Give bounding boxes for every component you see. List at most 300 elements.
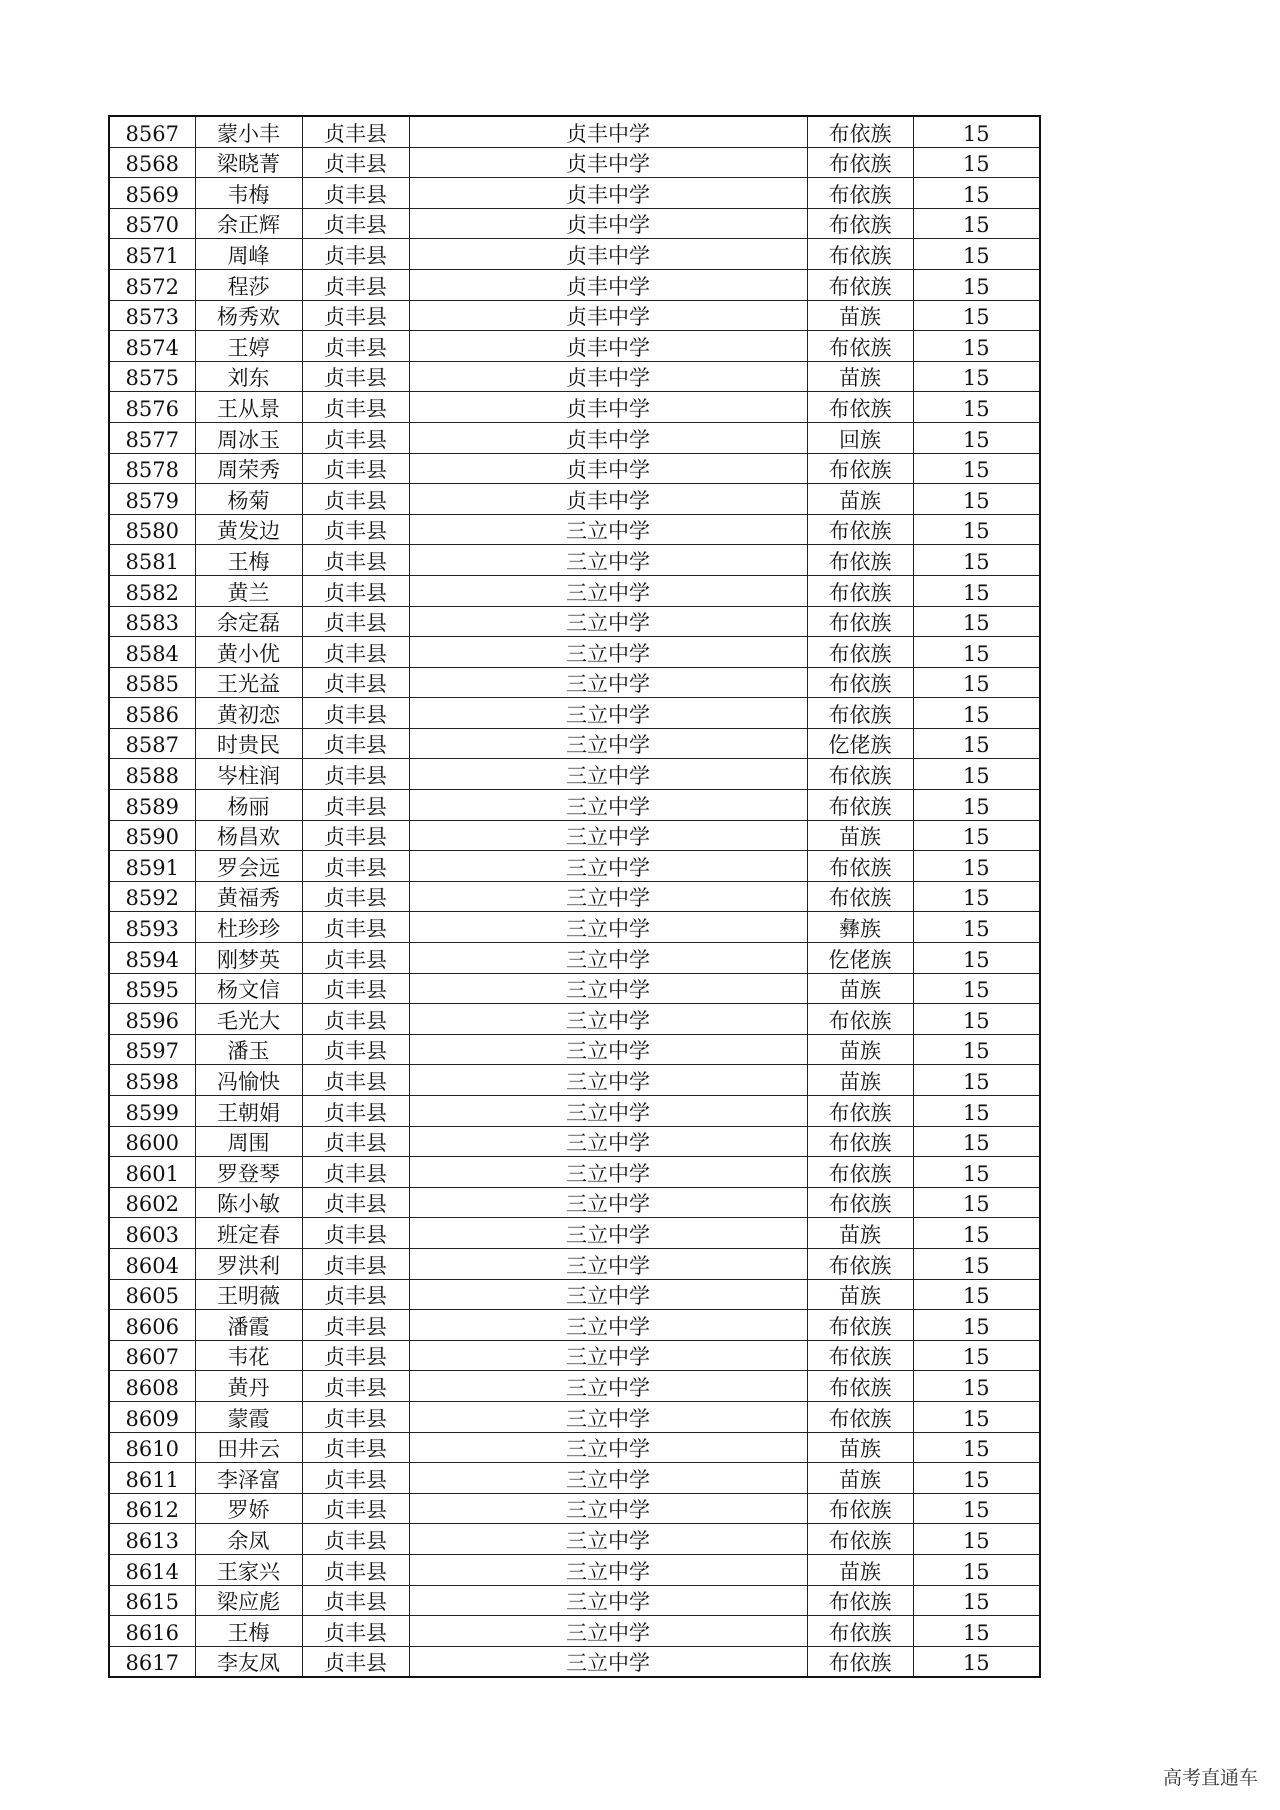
name-cell: 王婷 bbox=[195, 331, 302, 362]
table-row bbox=[109, 147, 1040, 178]
table-row bbox=[109, 1034, 1040, 1065]
county-cell: 贞丰县 bbox=[302, 1646, 409, 1677]
county-cell: 贞丰县 bbox=[302, 1493, 409, 1524]
number-cell: 8595 bbox=[109, 973, 195, 1004]
county-cell: 贞丰县 bbox=[302, 208, 409, 239]
number-cell: 8617 bbox=[109, 1646, 195, 1677]
ethnicity-cell: 布依族 bbox=[807, 178, 913, 209]
table-row bbox=[109, 1187, 1040, 1218]
score-cell: 15 bbox=[913, 1065, 1040, 1096]
school-cell: 三立中学 bbox=[409, 1401, 807, 1432]
score-cell: 15 bbox=[913, 1187, 1040, 1218]
county-cell: 贞丰县 bbox=[302, 1524, 409, 1555]
name-cell: 罗登琴 bbox=[195, 1157, 302, 1188]
score-cell: 15 bbox=[913, 1218, 1040, 1249]
table-row bbox=[109, 269, 1040, 300]
score-cell: 15 bbox=[913, 973, 1040, 1004]
roster-table bbox=[108, 115, 1041, 1678]
county-cell: 贞丰县 bbox=[302, 912, 409, 943]
ethnicity-cell: 苗族 bbox=[807, 1065, 913, 1096]
number-cell: 8614 bbox=[109, 1554, 195, 1585]
number-cell: 8575 bbox=[109, 361, 195, 392]
ethnicity-cell: 布依族 bbox=[807, 239, 913, 270]
table-row bbox=[109, 575, 1040, 606]
name-cell: 杨昌欢 bbox=[195, 820, 302, 851]
county-cell: 贞丰县 bbox=[302, 1218, 409, 1249]
school-cell: 三立中学 bbox=[409, 1585, 807, 1616]
county-cell: 贞丰县 bbox=[302, 300, 409, 331]
ethnicity-cell: 布依族 bbox=[807, 1004, 913, 1035]
county-cell: 贞丰县 bbox=[302, 851, 409, 882]
school-cell: 三立中学 bbox=[409, 1126, 807, 1157]
school-cell: 三立中学 bbox=[409, 1004, 807, 1035]
ethnicity-cell: 布依族 bbox=[807, 575, 913, 606]
score-cell: 15 bbox=[913, 484, 1040, 515]
school-cell: 三立中学 bbox=[409, 1340, 807, 1371]
score-cell: 15 bbox=[913, 1096, 1040, 1127]
ethnicity-cell: 布依族 bbox=[807, 851, 913, 882]
table-row bbox=[109, 820, 1040, 851]
name-cell: 黄兰 bbox=[195, 575, 302, 606]
score-cell: 15 bbox=[913, 422, 1040, 453]
table-row bbox=[109, 728, 1040, 759]
county-cell: 贞丰县 bbox=[302, 331, 409, 362]
name-cell: 田井云 bbox=[195, 1432, 302, 1463]
school-cell: 三立中学 bbox=[409, 943, 807, 974]
county-cell: 贞丰县 bbox=[302, 1279, 409, 1310]
score-cell: 15 bbox=[913, 1646, 1040, 1677]
ethnicity-cell: 布依族 bbox=[807, 1371, 913, 1402]
watermark-text: 高考直通车 bbox=[1162, 1767, 1258, 1789]
name-cell: 王明薇 bbox=[195, 1279, 302, 1310]
score-cell: 15 bbox=[913, 1554, 1040, 1585]
county-cell: 贞丰县 bbox=[302, 1371, 409, 1402]
number-cell: 8601 bbox=[109, 1157, 195, 1188]
school-cell: 三立中学 bbox=[409, 637, 807, 668]
county-cell: 贞丰县 bbox=[302, 637, 409, 668]
table-row bbox=[109, 1065, 1040, 1096]
name-cell: 王梅 bbox=[195, 545, 302, 576]
number-cell: 8574 bbox=[109, 331, 195, 362]
table-row bbox=[109, 1004, 1040, 1035]
county-cell: 贞丰县 bbox=[302, 1616, 409, 1647]
ethnicity-cell: 苗族 bbox=[807, 1463, 913, 1494]
name-cell: 王朝娟 bbox=[195, 1096, 302, 1127]
name-cell: 李泽富 bbox=[195, 1463, 302, 1494]
score-cell: 15 bbox=[913, 1616, 1040, 1647]
ethnicity-cell: 苗族 bbox=[807, 1554, 913, 1585]
number-cell: 8576 bbox=[109, 392, 195, 423]
name-cell: 杜珍珍 bbox=[195, 912, 302, 943]
name-cell: 王光益 bbox=[195, 667, 302, 698]
ethnicity-cell: 布依族 bbox=[807, 331, 913, 362]
ethnicity-cell: 布依族 bbox=[807, 392, 913, 423]
ethnicity-cell: 布依族 bbox=[807, 1493, 913, 1524]
score-cell: 15 bbox=[913, 1401, 1040, 1432]
school-cell: 贞丰中学 bbox=[409, 453, 807, 484]
ethnicity-cell: 布依族 bbox=[807, 1157, 913, 1188]
ethnicity-cell: 苗族 bbox=[807, 1279, 913, 1310]
score-cell: 15 bbox=[913, 147, 1040, 178]
school-cell: 贞丰中学 bbox=[409, 392, 807, 423]
score-cell: 15 bbox=[913, 698, 1040, 729]
ethnicity-cell: 布依族 bbox=[807, 1187, 913, 1218]
number-cell: 8608 bbox=[109, 1371, 195, 1402]
number-cell: 8578 bbox=[109, 453, 195, 484]
school-cell: 三立中学 bbox=[409, 1463, 807, 1494]
ethnicity-cell: 苗族 bbox=[807, 820, 913, 851]
score-cell: 15 bbox=[913, 881, 1040, 912]
ethnicity-cell: 苗族 bbox=[807, 1218, 913, 1249]
county-cell: 贞丰县 bbox=[302, 759, 409, 790]
number-cell: 8571 bbox=[109, 239, 195, 270]
name-cell: 韦梅 bbox=[195, 178, 302, 209]
score-cell: 15 bbox=[913, 331, 1040, 362]
score-cell: 15 bbox=[913, 239, 1040, 270]
table-row bbox=[109, 1524, 1040, 1555]
number-cell: 8572 bbox=[109, 269, 195, 300]
name-cell: 余定磊 bbox=[195, 606, 302, 637]
school-cell: 三立中学 bbox=[409, 973, 807, 1004]
county-cell: 贞丰县 bbox=[302, 147, 409, 178]
school-cell: 三立中学 bbox=[409, 667, 807, 698]
score-cell: 15 bbox=[913, 1034, 1040, 1065]
county-cell: 贞丰县 bbox=[302, 269, 409, 300]
name-cell: 岑柱润 bbox=[195, 759, 302, 790]
county-cell: 贞丰县 bbox=[302, 973, 409, 1004]
table-row bbox=[109, 698, 1040, 729]
ethnicity-cell: 布依族 bbox=[807, 453, 913, 484]
county-cell: 贞丰县 bbox=[302, 1065, 409, 1096]
table-row bbox=[109, 514, 1040, 545]
name-cell: 罗洪利 bbox=[195, 1248, 302, 1279]
name-cell: 李友凤 bbox=[195, 1646, 302, 1677]
county-cell: 贞丰县 bbox=[302, 116, 409, 147]
school-cell: 三立中学 bbox=[409, 759, 807, 790]
ethnicity-cell: 布依族 bbox=[807, 147, 913, 178]
number-cell: 8596 bbox=[109, 1004, 195, 1035]
county-cell: 贞丰县 bbox=[302, 1463, 409, 1494]
number-cell: 8584 bbox=[109, 637, 195, 668]
table-row bbox=[109, 1401, 1040, 1432]
county-cell: 贞丰县 bbox=[302, 484, 409, 515]
number-cell: 8602 bbox=[109, 1187, 195, 1218]
table-row bbox=[109, 484, 1040, 515]
county-cell: 贞丰县 bbox=[302, 1310, 409, 1341]
score-cell: 15 bbox=[913, 1463, 1040, 1494]
score-cell: 15 bbox=[913, 1157, 1040, 1188]
number-cell: 8610 bbox=[109, 1432, 195, 1463]
school-cell: 三立中学 bbox=[409, 1646, 807, 1677]
number-cell: 8604 bbox=[109, 1248, 195, 1279]
ethnicity-cell: 仡佬族 bbox=[807, 943, 913, 974]
county-cell: 贞丰县 bbox=[302, 178, 409, 209]
table-row bbox=[109, 1463, 1040, 1494]
ethnicity-cell: 布依族 bbox=[807, 1310, 913, 1341]
number-cell: 8609 bbox=[109, 1401, 195, 1432]
table-row bbox=[109, 973, 1040, 1004]
school-cell: 三立中学 bbox=[409, 1493, 807, 1524]
number-cell: 8592 bbox=[109, 881, 195, 912]
table-row bbox=[109, 453, 1040, 484]
name-cell: 周围 bbox=[195, 1126, 302, 1157]
score-cell: 15 bbox=[913, 1340, 1040, 1371]
school-cell: 三立中学 bbox=[409, 1034, 807, 1065]
ethnicity-cell: 布依族 bbox=[807, 514, 913, 545]
number-cell: 8579 bbox=[109, 484, 195, 515]
ethnicity-cell: 布依族 bbox=[807, 1646, 913, 1677]
ethnicity-cell: 布依族 bbox=[807, 1401, 913, 1432]
score-cell: 15 bbox=[913, 1432, 1040, 1463]
score-cell: 15 bbox=[913, 545, 1040, 576]
county-cell: 贞丰县 bbox=[302, 1585, 409, 1616]
table-row bbox=[109, 606, 1040, 637]
number-cell: 8607 bbox=[109, 1340, 195, 1371]
school-cell: 贞丰中学 bbox=[409, 422, 807, 453]
school-cell: 三立中学 bbox=[409, 728, 807, 759]
school-cell: 贞丰中学 bbox=[409, 361, 807, 392]
school-cell: 贞丰中学 bbox=[409, 331, 807, 362]
school-cell: 三立中学 bbox=[409, 1279, 807, 1310]
ethnicity-cell: 布依族 bbox=[807, 208, 913, 239]
score-cell: 15 bbox=[913, 851, 1040, 882]
ethnicity-cell: 布依族 bbox=[807, 790, 913, 821]
table-row bbox=[109, 1096, 1040, 1127]
number-cell: 8591 bbox=[109, 851, 195, 882]
score-cell: 15 bbox=[913, 116, 1040, 147]
school-cell: 三立中学 bbox=[409, 1248, 807, 1279]
county-cell: 贞丰县 bbox=[302, 422, 409, 453]
table-row bbox=[109, 1585, 1040, 1616]
score-cell: 15 bbox=[913, 208, 1040, 239]
table-row bbox=[109, 1157, 1040, 1188]
county-cell: 贞丰县 bbox=[302, 545, 409, 576]
county-cell: 贞丰县 bbox=[302, 1157, 409, 1188]
ethnicity-cell: 布依族 bbox=[807, 667, 913, 698]
name-cell: 梁应彪 bbox=[195, 1585, 302, 1616]
table-row bbox=[109, 943, 1040, 974]
ethnicity-cell: 回族 bbox=[807, 422, 913, 453]
number-cell: 8588 bbox=[109, 759, 195, 790]
ethnicity-cell: 苗族 bbox=[807, 300, 913, 331]
name-cell: 蒙霞 bbox=[195, 1401, 302, 1432]
roster-table-body bbox=[109, 116, 1040, 1677]
table-row bbox=[109, 208, 1040, 239]
school-cell: 贞丰中学 bbox=[409, 147, 807, 178]
table-row bbox=[109, 1218, 1040, 1249]
number-cell: 8615 bbox=[109, 1585, 195, 1616]
school-cell: 三立中学 bbox=[409, 851, 807, 882]
school-cell: 三立中学 bbox=[409, 912, 807, 943]
school-cell: 三立中学 bbox=[409, 1187, 807, 1218]
ethnicity-cell: 布依族 bbox=[807, 698, 913, 729]
table-row bbox=[109, 1616, 1040, 1647]
county-cell: 贞丰县 bbox=[302, 239, 409, 270]
number-cell: 8573 bbox=[109, 300, 195, 331]
number-cell: 8570 bbox=[109, 208, 195, 239]
name-cell: 黄小优 bbox=[195, 637, 302, 668]
ethnicity-cell: 布依族 bbox=[807, 1616, 913, 1647]
name-cell: 王家兴 bbox=[195, 1554, 302, 1585]
ethnicity-cell: 布依族 bbox=[807, 269, 913, 300]
table-row bbox=[109, 1493, 1040, 1524]
name-cell: 杨丽 bbox=[195, 790, 302, 821]
county-cell: 贞丰县 bbox=[302, 881, 409, 912]
name-cell: 潘玉 bbox=[195, 1034, 302, 1065]
table-row bbox=[109, 637, 1040, 668]
name-cell: 罗娇 bbox=[195, 1493, 302, 1524]
table-row bbox=[109, 1248, 1040, 1279]
name-cell: 冯愉快 bbox=[195, 1065, 302, 1096]
school-cell: 三立中学 bbox=[409, 1432, 807, 1463]
score-cell: 15 bbox=[913, 606, 1040, 637]
name-cell: 余正辉 bbox=[195, 208, 302, 239]
table-row bbox=[109, 1554, 1040, 1585]
number-cell: 8583 bbox=[109, 606, 195, 637]
table-row bbox=[109, 178, 1040, 209]
number-cell: 8568 bbox=[109, 147, 195, 178]
school-cell: 贞丰中学 bbox=[409, 208, 807, 239]
school-cell: 三立中学 bbox=[409, 1616, 807, 1647]
name-cell: 杨菊 bbox=[195, 484, 302, 515]
score-cell: 15 bbox=[913, 1004, 1040, 1035]
number-cell: 8587 bbox=[109, 728, 195, 759]
name-cell: 刚梦英 bbox=[195, 943, 302, 974]
school-cell: 三立中学 bbox=[409, 698, 807, 729]
score-cell: 15 bbox=[913, 453, 1040, 484]
name-cell: 黄初恋 bbox=[195, 698, 302, 729]
county-cell: 贞丰县 bbox=[302, 453, 409, 484]
table-row bbox=[109, 881, 1040, 912]
school-cell: 贞丰中学 bbox=[409, 269, 807, 300]
score-cell: 15 bbox=[913, 300, 1040, 331]
score-cell: 15 bbox=[913, 392, 1040, 423]
ethnicity-cell: 苗族 bbox=[807, 1432, 913, 1463]
school-cell: 三立中学 bbox=[409, 881, 807, 912]
school-cell: 三立中学 bbox=[409, 575, 807, 606]
ethnicity-cell: 仡佬族 bbox=[807, 728, 913, 759]
name-cell: 王梅 bbox=[195, 1616, 302, 1647]
county-cell: 贞丰县 bbox=[302, 1034, 409, 1065]
number-cell: 8600 bbox=[109, 1126, 195, 1157]
number-cell: 8577 bbox=[109, 422, 195, 453]
name-cell: 时贵民 bbox=[195, 728, 302, 759]
county-cell: 贞丰县 bbox=[302, 790, 409, 821]
table-row bbox=[109, 1310, 1040, 1341]
school-cell: 三立中学 bbox=[409, 1096, 807, 1127]
number-cell: 8612 bbox=[109, 1493, 195, 1524]
school-cell: 三立中学 bbox=[409, 1554, 807, 1585]
name-cell: 潘霞 bbox=[195, 1310, 302, 1341]
ethnicity-cell: 布依族 bbox=[807, 881, 913, 912]
name-cell: 刘东 bbox=[195, 361, 302, 392]
name-cell: 韦花 bbox=[195, 1340, 302, 1371]
score-cell: 15 bbox=[913, 1371, 1040, 1402]
table-row bbox=[109, 300, 1040, 331]
school-cell: 贞丰中学 bbox=[409, 178, 807, 209]
ethnicity-cell: 布依族 bbox=[807, 1585, 913, 1616]
ethnicity-cell: 布依族 bbox=[807, 759, 913, 790]
name-cell: 陈小敏 bbox=[195, 1187, 302, 1218]
school-cell: 贞丰中学 bbox=[409, 484, 807, 515]
ethnicity-cell: 苗族 bbox=[807, 361, 913, 392]
county-cell: 贞丰县 bbox=[302, 1432, 409, 1463]
table-row bbox=[109, 239, 1040, 270]
county-cell: 贞丰县 bbox=[302, 728, 409, 759]
table-row bbox=[109, 361, 1040, 392]
county-cell: 贞丰县 bbox=[302, 606, 409, 637]
name-cell: 梁晓菁 bbox=[195, 147, 302, 178]
name-cell: 罗会远 bbox=[195, 851, 302, 882]
name-cell: 周冰玉 bbox=[195, 422, 302, 453]
school-cell: 三立中学 bbox=[409, 514, 807, 545]
county-cell: 贞丰县 bbox=[302, 1554, 409, 1585]
table-row bbox=[109, 851, 1040, 882]
score-cell: 15 bbox=[913, 667, 1040, 698]
number-cell: 8594 bbox=[109, 943, 195, 974]
ethnicity-cell: 布依族 bbox=[807, 1126, 913, 1157]
county-cell: 贞丰县 bbox=[302, 698, 409, 729]
name-cell: 黄福秀 bbox=[195, 881, 302, 912]
score-cell: 15 bbox=[913, 728, 1040, 759]
table-row bbox=[109, 1279, 1040, 1310]
number-cell: 8582 bbox=[109, 575, 195, 606]
county-cell: 贞丰县 bbox=[302, 575, 409, 606]
name-cell: 黄发边 bbox=[195, 514, 302, 545]
number-cell: 8611 bbox=[109, 1463, 195, 1494]
county-cell: 贞丰县 bbox=[302, 1401, 409, 1432]
school-cell: 三立中学 bbox=[409, 820, 807, 851]
table-row bbox=[109, 392, 1040, 423]
county-cell: 贞丰县 bbox=[302, 943, 409, 974]
number-cell: 8567 bbox=[109, 116, 195, 147]
number-cell: 8589 bbox=[109, 790, 195, 821]
county-cell: 贞丰县 bbox=[302, 1248, 409, 1279]
score-cell: 15 bbox=[913, 269, 1040, 300]
school-cell: 三立中学 bbox=[409, 790, 807, 821]
score-cell: 15 bbox=[913, 1493, 1040, 1524]
ethnicity-cell: 布依族 bbox=[807, 1248, 913, 1279]
school-cell: 三立中学 bbox=[409, 1524, 807, 1555]
table-row bbox=[109, 667, 1040, 698]
name-cell: 毛光大 bbox=[195, 1004, 302, 1035]
score-cell: 15 bbox=[913, 1248, 1040, 1279]
table-row bbox=[109, 1646, 1040, 1677]
number-cell: 8590 bbox=[109, 820, 195, 851]
ethnicity-cell: 布依族 bbox=[807, 606, 913, 637]
score-cell: 15 bbox=[913, 1310, 1040, 1341]
school-cell: 三立中学 bbox=[409, 1371, 807, 1402]
score-cell: 15 bbox=[913, 1126, 1040, 1157]
score-cell: 15 bbox=[913, 514, 1040, 545]
name-cell: 蒙小丰 bbox=[195, 116, 302, 147]
name-cell: 周峰 bbox=[195, 239, 302, 270]
table-row bbox=[109, 331, 1040, 362]
number-cell: 8597 bbox=[109, 1034, 195, 1065]
ethnicity-cell: 布依族 bbox=[807, 545, 913, 576]
county-cell: 贞丰县 bbox=[302, 667, 409, 698]
score-cell: 15 bbox=[913, 1524, 1040, 1555]
score-cell: 15 bbox=[913, 361, 1040, 392]
ethnicity-cell: 苗族 bbox=[807, 973, 913, 1004]
number-cell: 8613 bbox=[109, 1524, 195, 1555]
number-cell: 8586 bbox=[109, 698, 195, 729]
table-row bbox=[109, 759, 1040, 790]
score-cell: 15 bbox=[913, 575, 1040, 606]
ethnicity-cell: 布依族 bbox=[807, 637, 913, 668]
county-cell: 贞丰县 bbox=[302, 1187, 409, 1218]
name-cell: 程莎 bbox=[195, 269, 302, 300]
